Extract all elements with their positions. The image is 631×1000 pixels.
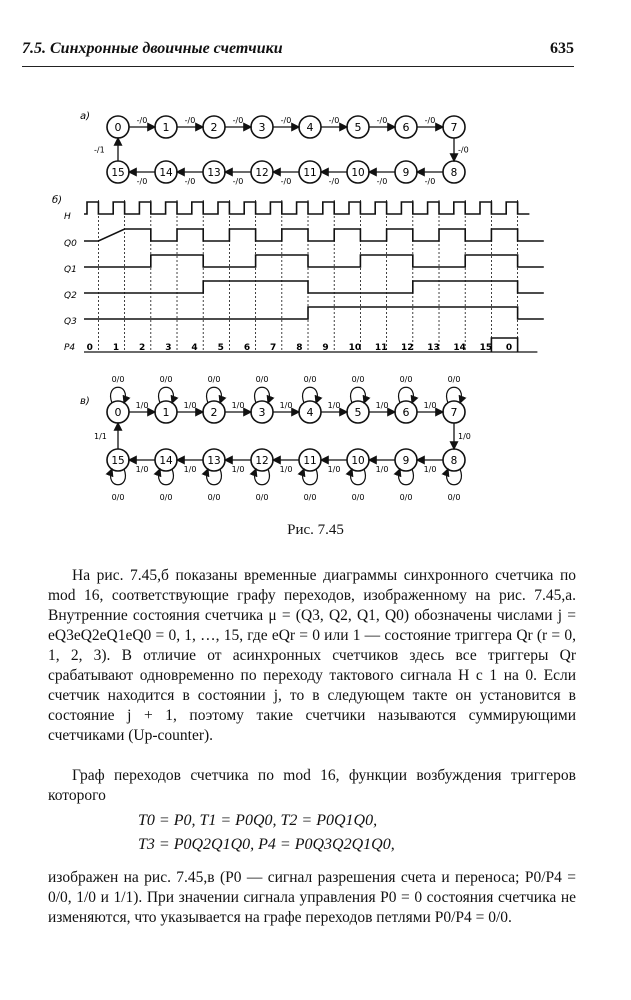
graph-a — [80, 111, 469, 186]
p4-value: 5 — [217, 343, 224, 353]
state-label-7: 7 — [450, 121, 458, 134]
state-label-15: 15 — [111, 455, 125, 467]
formula-line-2: T3 = P0Q2Q1Q0, P4 = P0Q3Q2Q1Q0, — [138, 836, 395, 853]
loop-label: 0/0 — [399, 375, 413, 384]
state-label-8: 8 — [450, 167, 458, 179]
loop-label: 0/0 — [351, 375, 365, 384]
loop-label: 0/0 — [255, 375, 269, 384]
edge-label: 1/0 — [327, 465, 341, 474]
p4-value: 13 — [427, 343, 440, 353]
loop-label: 0/0 — [159, 493, 173, 502]
edge-label: 1/0 — [231, 465, 245, 474]
edge-label-wrap: 1/1 — [94, 432, 107, 441]
loop-label: 0/0 — [207, 375, 221, 384]
edge-label: 1/0 — [375, 401, 389, 410]
panel-label: б) — [52, 195, 63, 206]
loop-label: 0/0 — [207, 493, 221, 502]
loop-label: 0/0 — [111, 493, 125, 502]
waveform-Q1 — [84, 255, 544, 267]
edge-label: -/0 — [424, 177, 436, 186]
edge-label: -/0 — [328, 177, 340, 186]
state-label-3: 3 — [258, 121, 266, 134]
edge-label: 1/0 — [279, 401, 293, 410]
state-label-12: 12 — [255, 167, 269, 179]
p4-value: 1 — [112, 343, 120, 353]
edge-label: 1/0 — [423, 401, 437, 410]
edge-label: -/0 — [232, 116, 244, 125]
edge-label: 1/0 — [423, 465, 437, 474]
panel-label: а) — [80, 111, 91, 122]
p4-value: 11 — [374, 343, 388, 353]
state-label-11: 11 — [303, 455, 317, 467]
edge-label: 1/0 — [458, 432, 471, 441]
edge-label: -/0 — [232, 177, 244, 186]
state-label-1: 1 — [162, 121, 170, 134]
p4-value: 4 — [191, 343, 198, 353]
panel-label: в) — [80, 396, 90, 407]
edge-label: -/0 — [136, 177, 148, 186]
state-label-2: 2 — [210, 406, 218, 419]
waveform-Q3 — [84, 307, 544, 319]
state-label-15: 15 — [111, 167, 125, 179]
p4-value: 3 — [165, 343, 172, 353]
edge-label: -/0 — [328, 116, 340, 125]
edge-label: -/0 — [376, 177, 388, 186]
p4-value: 9 — [322, 343, 329, 353]
state-label-13: 13 — [207, 167, 221, 179]
p4-pulse — [491, 338, 517, 352]
loop-label: 0/0 — [255, 493, 269, 502]
state-label-4: 4 — [306, 406, 314, 419]
paragraph-1-text: На рис. 7.45,б показаны временные диаграммы синхронного счетчика по mod 16, соответствующие графу переходов, изображенному на рис. 7.45,а. Внутренние состояния счетчика μ = (Q3, Q2, Q1, Q0) обозначены числами j = eQ3eQ2eQ1eQ0 = 0, 1, …, 15, где eQr = 0 или 1 — состояние триггера Qr (r = 0, 1, 2, 3). В отличие от асинхронных счетчиков здесь все триггеры Qr срабатывают одновременно по переходу тактового сигнала H с 1 на 0. Если счетчик находится в состоянии j, то в следующем такте он установится в состояние j + 1, поэтому такие счетчики называются суммирующими счетчиками (Up-counter). — [48, 567, 576, 744]
edge-label: -/0 — [458, 145, 469, 155]
paragraph-2 — [48, 766, 576, 806]
edge-label: -/0 — [136, 116, 148, 125]
p4-value: 14 — [453, 343, 466, 353]
edge-label: 1/0 — [135, 465, 149, 474]
p4-value: 2 — [139, 343, 146, 353]
loop-label: 0/0 — [111, 375, 125, 384]
edge-label: 1/0 — [135, 401, 149, 410]
edge-label: 1/0 — [327, 401, 341, 410]
state-label-5: 5 — [354, 121, 362, 134]
state-label-9: 9 — [402, 167, 410, 179]
paragraph-2-text: Граф переходов счетчика по mod 16, функции возбуждения триггеров которого — [48, 767, 576, 804]
state-label-6: 6 — [402, 406, 410, 419]
p4-value: 0 — [86, 343, 93, 353]
waveform-Q2 — [84, 281, 544, 293]
loop-label: 0/0 — [399, 493, 413, 502]
state-label-0: 0 — [114, 121, 122, 134]
edge-label: 1/0 — [279, 465, 293, 474]
edge-label: 1/0 — [183, 465, 197, 474]
signal-label-Q3: Q3 — [64, 317, 77, 327]
figure-caption: Рис. 7.45 — [287, 522, 344, 538]
section-title: 7.5. Синхронные двоичные счетчики — [22, 40, 283, 57]
state-label-10: 10 — [351, 167, 365, 179]
p4-value: 15 — [479, 343, 493, 353]
page-header — [22, 40, 574, 66]
timing-diagram-b — [52, 194, 544, 353]
state-label-9: 9 — [402, 455, 410, 467]
paragraph-3 — [48, 868, 576, 928]
paragraph-1 — [48, 566, 576, 746]
edge-label: 1/0 — [183, 401, 197, 410]
state-label-13: 13 — [207, 455, 221, 467]
edge-label: 1/0 — [231, 401, 245, 410]
state-label-8: 8 — [450, 455, 458, 467]
signal-label-Q1: Q1 — [64, 265, 77, 275]
state-label-11: 11 — [303, 167, 317, 179]
state-label-14: 14 — [159, 455, 173, 467]
loop-label: 0/0 — [351, 493, 365, 502]
p4-value: 7 — [270, 343, 277, 353]
edge-label: -/0 — [424, 116, 436, 125]
loop-label: 0/0 — [159, 375, 173, 384]
state-label-4: 4 — [306, 121, 314, 134]
loop-label: 0/0 — [303, 493, 317, 502]
waveform-Q0 — [84, 229, 544, 241]
loop-label: 0/0 — [447, 375, 461, 384]
p4-value: 6 — [243, 343, 251, 353]
state-label-6: 6 — [402, 121, 410, 134]
state-label-10: 10 — [351, 455, 365, 467]
state-label-3: 3 — [258, 406, 266, 419]
signal-label-H: H — [64, 212, 71, 222]
loop-label: 0/0 — [303, 375, 317, 384]
state-label-1: 1 — [162, 406, 170, 419]
state-label-12: 12 — [255, 455, 269, 467]
signal-label-P4: P4 — [64, 343, 76, 353]
edge-label: -/0 — [184, 177, 196, 186]
paragraph-3-text: изображен на рис. 7.45,в (P0 — сигнал разрешения счета и переноса; P0/P4 = 0/0, 1/0 и 1/1). При значении сигнала управления P0 = 0 состояния счетчика не изменяются, что указывается на графе переходов петлями P0/P4 = 0/0. — [48, 869, 576, 926]
state-label-14: 14 — [159, 167, 173, 179]
edge-label: -/0 — [184, 116, 196, 125]
p4-value: 12 — [401, 343, 414, 353]
page-number: 635 — [550, 40, 574, 57]
p4-value: 10 — [348, 343, 362, 353]
formula-line-1: T0 = P0, T1 = P0Q0, T2 = P0Q1Q0, — [138, 812, 378, 829]
header-rule — [22, 66, 574, 67]
signal-label-Q0: Q0 — [64, 239, 77, 249]
edge-label: -/0 — [376, 116, 388, 125]
figure-7-45 — [0, 90, 631, 515]
edge-label: 1/0 — [375, 465, 389, 474]
signal-label-Q2: Q2 — [64, 291, 77, 301]
state-label-7: 7 — [450, 406, 458, 419]
loop-label: 0/0 — [447, 493, 461, 502]
edge-label: -/0 — [280, 177, 292, 186]
state-label-0: 0 — [114, 406, 122, 419]
p4-value: 8 — [296, 343, 303, 353]
graph-v — [80, 375, 471, 502]
p4-value: 0 — [505, 343, 513, 353]
edge-label: -/0 — [280, 116, 292, 125]
state-label-5: 5 — [354, 406, 362, 419]
edge-label-wrap: -/1 — [94, 145, 105, 155]
state-label-2: 2 — [210, 121, 218, 134]
